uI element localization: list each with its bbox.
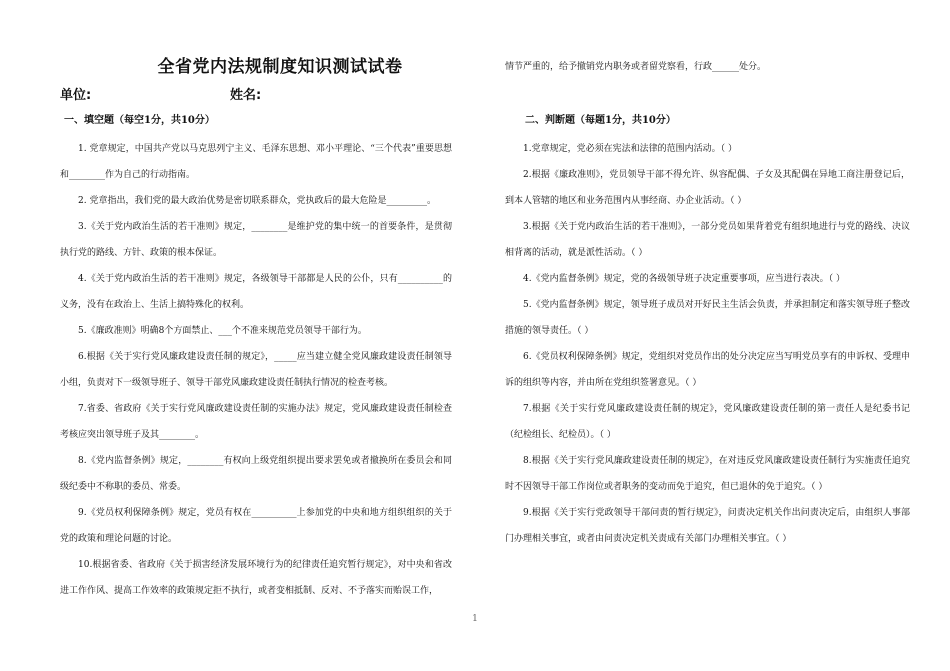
question-item: 9.根据《关于实行党政领导干部问责的暂行规定》，问责决定机关作出问责决定后，由组织人事部门办理相关事宜，或者由问责决定机关责成有关部门办理相关事宜。（ ） <box>505 508 910 544</box>
question-item: 4.《关于党内政治生活的若干准则》规定，各级领导干部都是人民的公仆，只有__________的义务，没有在政治上、生活上搞特殊化的权利。 <box>60 274 452 310</box>
question-item: 8.根据《关于实行党风廉政建设责任制的规定》，在对违反党风廉政建设责任制行为实施责任追究时不因领导干部工作岗位或者职务的变动而免于追究，但已退休的免于追究。（ ） <box>505 456 910 492</box>
question-item: 5.《廉政准则》明确8个方面禁止、___个不准来规范党员领导干部行为。 <box>78 326 367 336</box>
question-item: 5.《党内监督条例》规定，领导班子成员对开好民主生活会负责，并承担制定和落实领导班子整改措施的领导责任。（ ） <box>505 300 910 336</box>
continued-text: 情节严重的，给予撤销党内职务或者留党察看，行政______处分。 <box>505 62 767 72</box>
question-item: 6.根据《关于实行党风廉政建设责任制的规定》，_____应当建立健全党风廉政建设责任制领导小组，负责对下一级领导班子、领导干部党风廉政建设责任制执行情况的检查考核。 <box>60 352 452 388</box>
question-item: 9.《党员权利保障条例》规定，党员有权在__________上参加党的中央和地方组织组织的关于党的政策和理论问题的讨论。 <box>60 508 452 544</box>
fill-in-section-heading: 一、填空题（每空1分，共10分） <box>64 115 215 126</box>
page-number: 1 <box>472 614 478 624</box>
question-item: 7.省委、省政府《关于实行党风廉政建设责任制的实施办法》规定，党风廉政建设责任制检查考核应突出领导班子及其________。 <box>60 404 452 440</box>
name-label: 姓名: <box>230 88 262 103</box>
header-fields <box>60 84 452 103</box>
question-item: 10.根据省委、省政府《关于损害经济发展环境行为的纪律责任追究暂行规定》，对中央和省改进工作作风、提高工作效率的政策规定拒不执行，或者变相抵制、反对、不予落实而贻误工作， <box>60 560 452 596</box>
question-item: 7.根据《关于实行党风廉政建设责任制的规定》，党风廉政建设责任制的第一责任人是纪委书记（纪检组长、纪检员）。（ ） <box>505 404 910 440</box>
question-item: 8.《党内监督条例》规定，________有权向上级党组织提出要求罢免或者撤换所在委员会和同级纪委中不称职的委员、常委。 <box>60 456 452 492</box>
fill-in-questions <box>60 136 452 604</box>
question-item: 3.《关于党内政治生活的若干准则》规定，________是维护党的集中统一的首要条件，是贯彻执行党的路线、方针、政策的根本保证。 <box>60 222 452 258</box>
question-item: 1.党章规定，党必须在宪法和法律的范围内活动。（ ） <box>523 144 737 154</box>
unit-label: 单位: <box>60 88 92 103</box>
question-item: 1. 党章规定，中国共产党以马克思列宁主义、毛泽东思想、邓小平理论、“三个代表”重要思想和________作为自己的行动指南。 <box>60 144 452 180</box>
question-item: 3.根据《关于党内政治生活的若干准则》，一部分党员如果背着党有组织地进行与党的路线、决议相背离的活动，就是派性活动。（ ） <box>505 222 910 258</box>
question-item: 2. 党章指出，我们党的最大政治优势是密切联系群众，党执政后的最大危险是_________。 <box>78 196 436 206</box>
true-false-section-heading: 二、判断题（每题1分，共10分） <box>525 115 676 126</box>
question-item: 6.《党员权利保障条例》规定，党组织对党员作出的处分决定应当写明党员享有的申诉权、受理申诉的组织等内容，并由所在党组织签署意见。（ ） <box>505 352 910 388</box>
question-item: 2.根据《廉政准则》，党员领导干部不得允许、纵容配偶、子女及其配偶在异地工商注册登记后，到本人管辖的地区和业务范围内从事经商、办企业活动。（ ） <box>505 170 910 206</box>
question-item: 4.《党内监督条例》规定，党的各级领导班子决定重要事项，应当进行表决。（ ） <box>523 274 845 284</box>
page-title: 全省党内法规制度知识测试试卷 <box>157 57 403 77</box>
true-false-questions <box>505 136 910 552</box>
